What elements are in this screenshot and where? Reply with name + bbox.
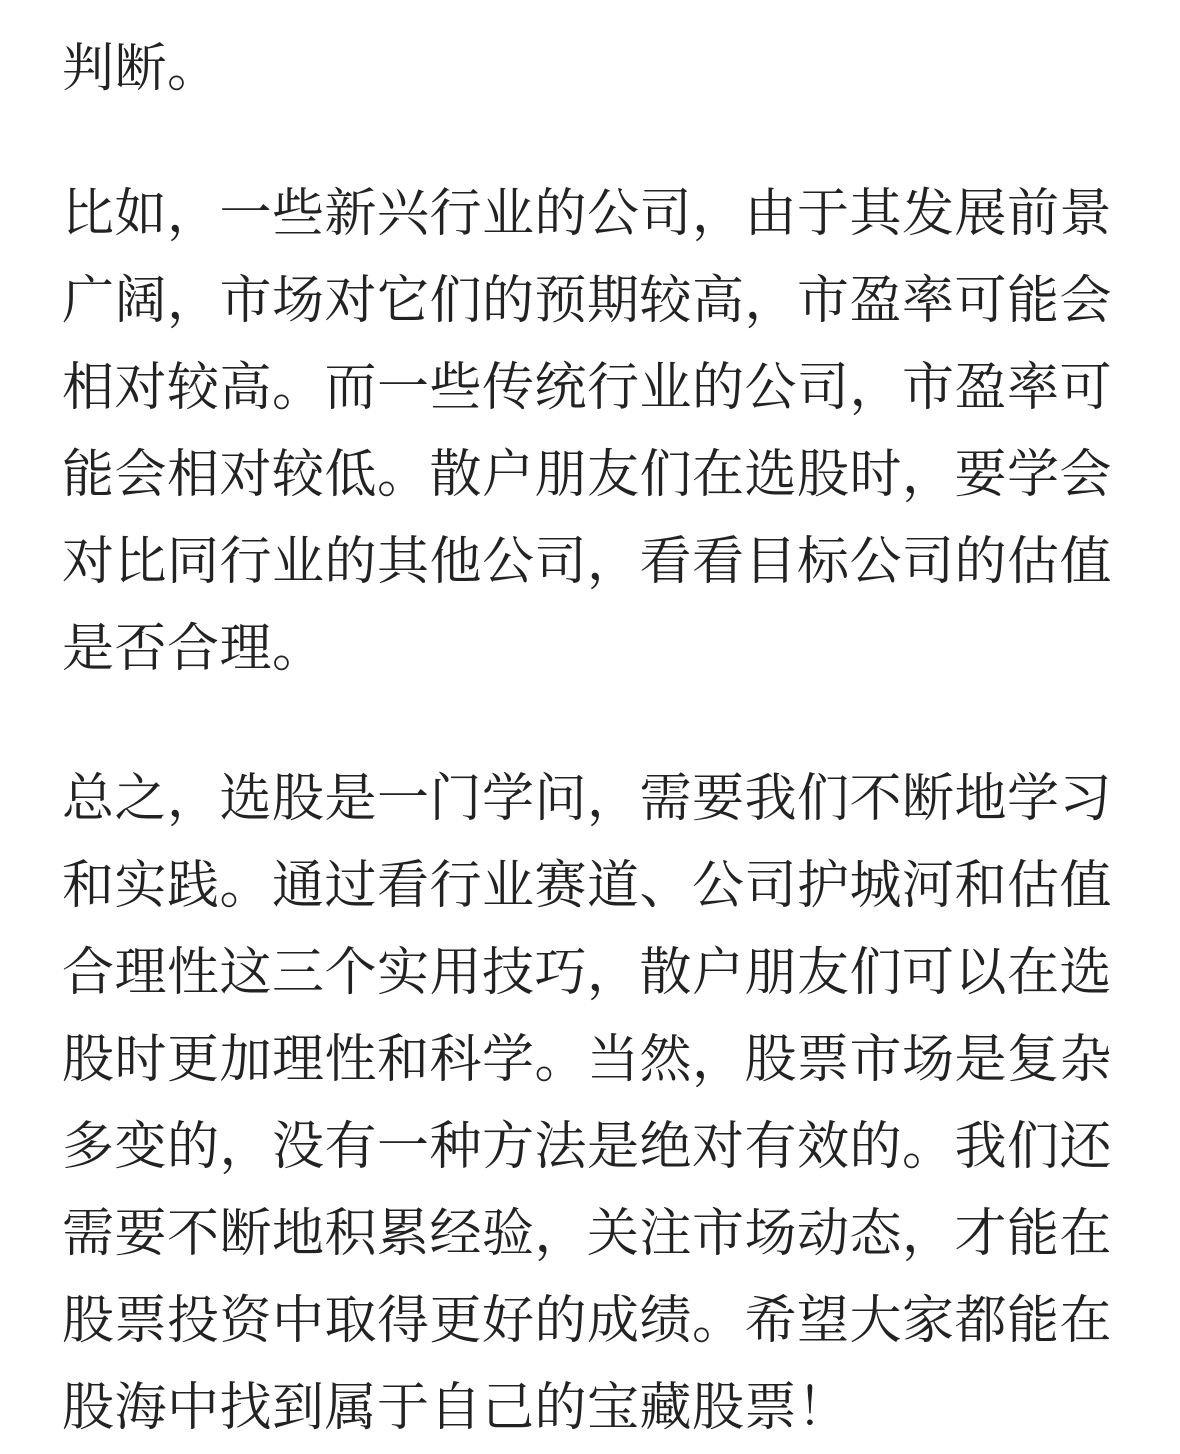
paragraph-valuation-example: 比如，一些新兴行业的公司，由于其发展前景广阔，市场对它们的预期较高，市盈率可能会相对较高。而一些传统行业的公司，市盈率可能会相对较低。散户朋友们在选股时，要学会对比同行业的其他公司，看看目标公司的估值是否合理。	[62, 184, 1113, 679]
paragraph-ending-fragment: 判断。	[62, 39, 220, 99]
paragraph-conclusion: 总之，选股是一门学问，需要我们不断地学习和实践。通过看行业赛道、公司护城河和估值合理性这三个实用技巧，散户朋友们可以在选股时更加理性和科学。当然，股票市场是复杂多变的，没有一种方法是绝对有效的。我们还需要不断地积累经验，关注市场动态，才能在股票投资中取得更好的成绩。希望大家都能在股海中找到属于自己的宝藏股票！	[62, 769, 1113, 1438]
